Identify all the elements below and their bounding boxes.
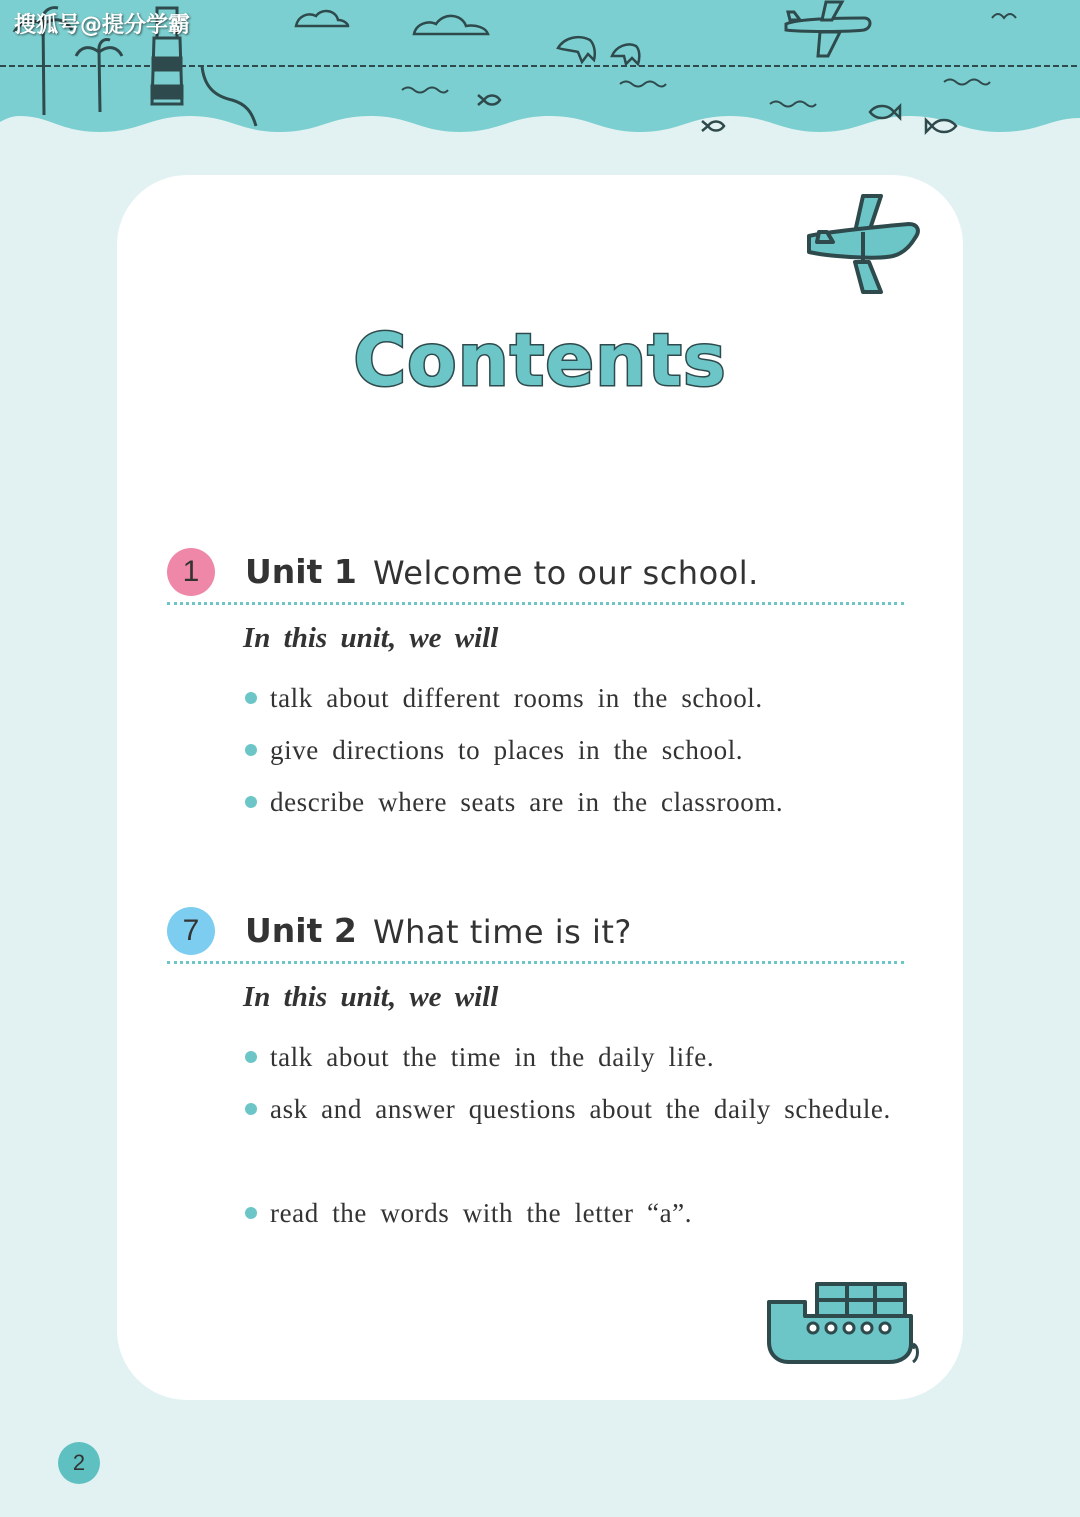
bullet-dot — [245, 1103, 257, 1115]
dotted-divider — [167, 961, 904, 964]
goal-text: ask and answer questions about the daily schedule. — [270, 1094, 891, 1124]
cargo-ship-icon — [765, 1278, 925, 1370]
goal-item — [243, 1187, 910, 1239]
unit-section — [167, 548, 907, 817]
goal-item — [243, 724, 910, 776]
bullet-dot — [245, 1207, 257, 1219]
dotted-divider — [167, 602, 904, 605]
goal-text: give directions to places in the school. — [270, 735, 744, 765]
unit-title: Welcome to our school. — [373, 554, 759, 592]
watermark-text: 搜狐号@提分学霸 — [14, 13, 191, 38]
bullet-dot — [245, 1051, 257, 1063]
goal-text: read the words with the letter “a”. — [270, 1198, 693, 1228]
unit-intro: In this unit, we will — [243, 981, 499, 1013]
unit-section — [167, 907, 907, 1228]
page-title: Contents — [353, 318, 727, 402]
bullet-dot — [245, 744, 257, 756]
goal-item — [243, 672, 910, 724]
unit-label: Unit 1 — [245, 552, 357, 591]
goal-item — [243, 776, 910, 828]
goal-text: describe where seats are in the classroom. — [270, 787, 784, 817]
goal-text: talk about different rooms in the school. — [270, 683, 763, 713]
unit-intro: In this unit, we will — [243, 622, 499, 654]
goal-text: talk about the time in the daily life. — [270, 1042, 715, 1072]
goal-item — [243, 1031, 910, 1083]
bullet-dot — [245, 796, 257, 808]
unit-label: Unit 2 — [245, 911, 357, 950]
page-number: 2 — [58, 1442, 100, 1484]
page-number-badge: 1 — [167, 548, 215, 596]
bullet-dot — [245, 692, 257, 704]
unit-title: What time is it? — [373, 913, 632, 951]
goal-item — [243, 1083, 910, 1135]
unit-header — [167, 548, 907, 604]
unit-header — [167, 907, 907, 963]
airplane-icon — [805, 192, 923, 296]
page-number-badge: 7 — [167, 907, 215, 955]
